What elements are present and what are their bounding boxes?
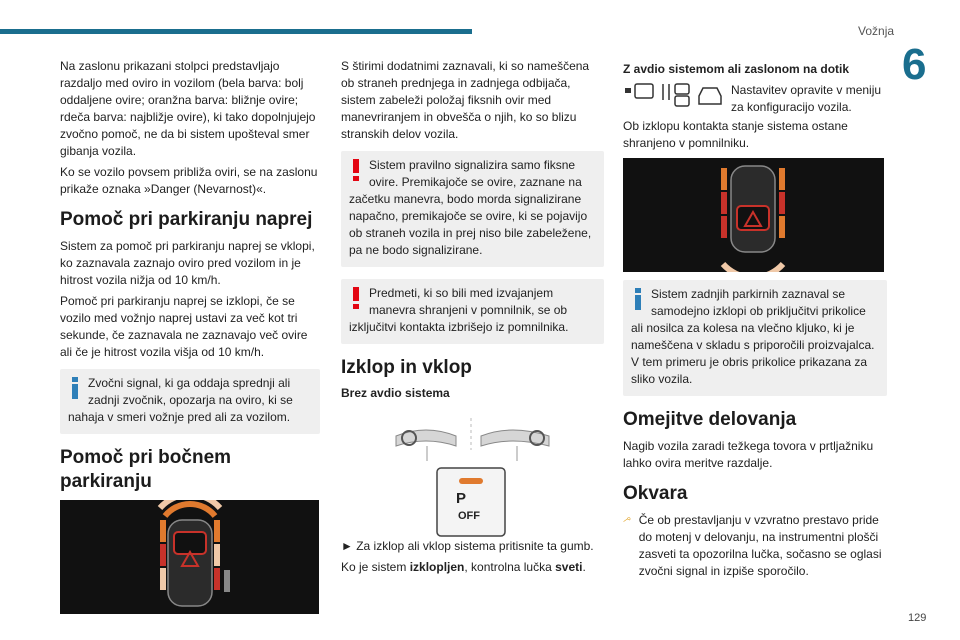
info-box bbox=[60, 369, 320, 434]
parking-button-symbol[interactable]: P bbox=[456, 490, 467, 507]
fault-row bbox=[623, 512, 887, 580]
warning-box bbox=[341, 279, 604, 344]
dashboard-illustration bbox=[341, 406, 604, 538]
paragraph: Ko se vozilo povsem približa oviri, se na zaslonu prikaže oznaka »Danger (Nevarnost)«. bbox=[60, 165, 318, 196]
subheading-audio: Z avdio sistemom ali zaslonom na dotik bbox=[623, 62, 850, 76]
heading-limits: Omejitve delovanja bbox=[623, 409, 797, 430]
car-top-view-illustration bbox=[60, 500, 319, 614]
column-3 bbox=[623, 58, 887, 582]
config-icons bbox=[623, 82, 723, 108]
heading-fault: Okvara bbox=[623, 483, 688, 504]
warning-box bbox=[341, 151, 604, 267]
chapter-number: 6 bbox=[902, 40, 927, 89]
paragraph: Na zaslonu prikazani stolpci predstavljajo razdaljo med oviro in vozilom (bela barva: bolj oddaljene ovire; oranžna barva: bližnje ovire; rdeča barva: najbližje ovire), ki tako dopolnjujejo zvočno pomoč, ne da bi sistem upošteval smer gibanja vozila. bbox=[60, 59, 316, 158]
column-2 bbox=[341, 58, 604, 580]
heading-switch: Izklop in vklop bbox=[341, 357, 472, 378]
heading-front-parking: Pomoč pri parkiranju naprej bbox=[60, 209, 313, 230]
fault-text: Če ob prestavljanju v vzvratno prestavo pride do motenj v delovanju, na instrumentni plošči zasveti ta opozorilna lučka, sočasno se oglasi zvočni signal in izpiše sporočilo. bbox=[638, 513, 882, 578]
subheading-no-audio: Brez avdio sistema bbox=[341, 386, 450, 400]
info-text: Sistem zadnjih parkirnih zaznaval se samodejno izklopi ob priključitvi prikolice ali nosilca za kolesa na vlečno kljuko, ki je nameščena v skladu s priporočili proizvajalca. V tem primeru je obris prikolice prikazana za sliko vozila. bbox=[631, 287, 875, 386]
heading-side-parking: Pomoč pri bočnem parkiranju bbox=[60, 447, 232, 492]
state-prefix: Ko je sistem bbox=[341, 560, 410, 574]
column-1 bbox=[60, 58, 320, 614]
state-mid: , kontrolna lučka bbox=[464, 560, 556, 574]
car-rear-view-illustration bbox=[623, 158, 884, 272]
page-number: 129 bbox=[908, 612, 927, 624]
config-row bbox=[623, 82, 887, 116]
info-text: Zvočni signal, ki ga oddaja sprednji ali zadnji zvočnik, opozarja na oviro, ki se nahaja v smeri vožnje pred ali za vozilom. bbox=[68, 376, 293, 424]
info-box bbox=[623, 280, 887, 396]
paragraph: S štirimi dodatnimi zaznavali, ki so nameščena ob straneh prednjega in zadnjega odbijača, sistem zabeleži položaj fiksnih ovir med manevriranjem in obvešča o njih, ko so blizu stranskih delov vozila. bbox=[341, 59, 590, 141]
state-sentence bbox=[341, 559, 604, 576]
paragraph: Nagib vozila zaradi težkega tovora v prtljažniku lahko ovira meritve razdalje. bbox=[623, 439, 874, 470]
state-off: izklopljen bbox=[409, 560, 465, 574]
config-text: Nastavitev opravite v meniju za konfiguracijo vozila. bbox=[731, 83, 882, 114]
state-lit: sveti bbox=[555, 560, 583, 574]
state-end: . bbox=[582, 560, 586, 574]
warning-icon bbox=[349, 287, 363, 309]
section-title: Vožnja bbox=[858, 24, 895, 38]
parking-button-off-label: OFF bbox=[458, 510, 480, 522]
info-icon bbox=[68, 377, 82, 399]
wrench-icon bbox=[623, 512, 631, 528]
paragraph: Pomoč pri parkiranju naprej se izklopi, če se vozilo med vožnjo naprej ustavi za več kot tri sekunde, če zaznavala ne zaznavajo več ovire ali če je hitrost vozila višja od 10 km/h. bbox=[60, 294, 308, 359]
header-accent-bar bbox=[0, 29, 472, 34]
instruction: ► Za izklop ali vklop sistema pritisnite ta gumb. bbox=[341, 539, 594, 553]
warning-text: Sistem pravilno signalizira samo fiksne ovire. Premikajoče se ovire, zaznane na začetku manevra, bodo morda signalizirane napačno, premikajoče se ovire, ki se pojavijo ob straneh vozila in prej niso bile zabeležene, pa ne bodo signalizirane. bbox=[349, 158, 592, 257]
menu-icons bbox=[623, 82, 723, 108]
info-icon bbox=[631, 288, 645, 310]
paragraph: Ob izklopu kontakta stanje sistema ostane shranjeno v pomnilniku. bbox=[623, 119, 848, 150]
paragraph: Sistem za pomoč pri parkiranju naprej se vklopi, ko zaznavala zaznajo oviro pred vozilom in je hitrost vozila nižja od 10 km/h. bbox=[60, 239, 315, 287]
warning-icon bbox=[349, 159, 363, 181]
side-parking-image bbox=[60, 500, 319, 614]
warning-text: Predmeti, ki so bili med izvajanjem manevra shranjeni v pomnilnik, se ob izključitvi kontakta izbrišejo iz pomnilnika. bbox=[349, 286, 569, 334]
rear-parking-image bbox=[623, 158, 884, 272]
